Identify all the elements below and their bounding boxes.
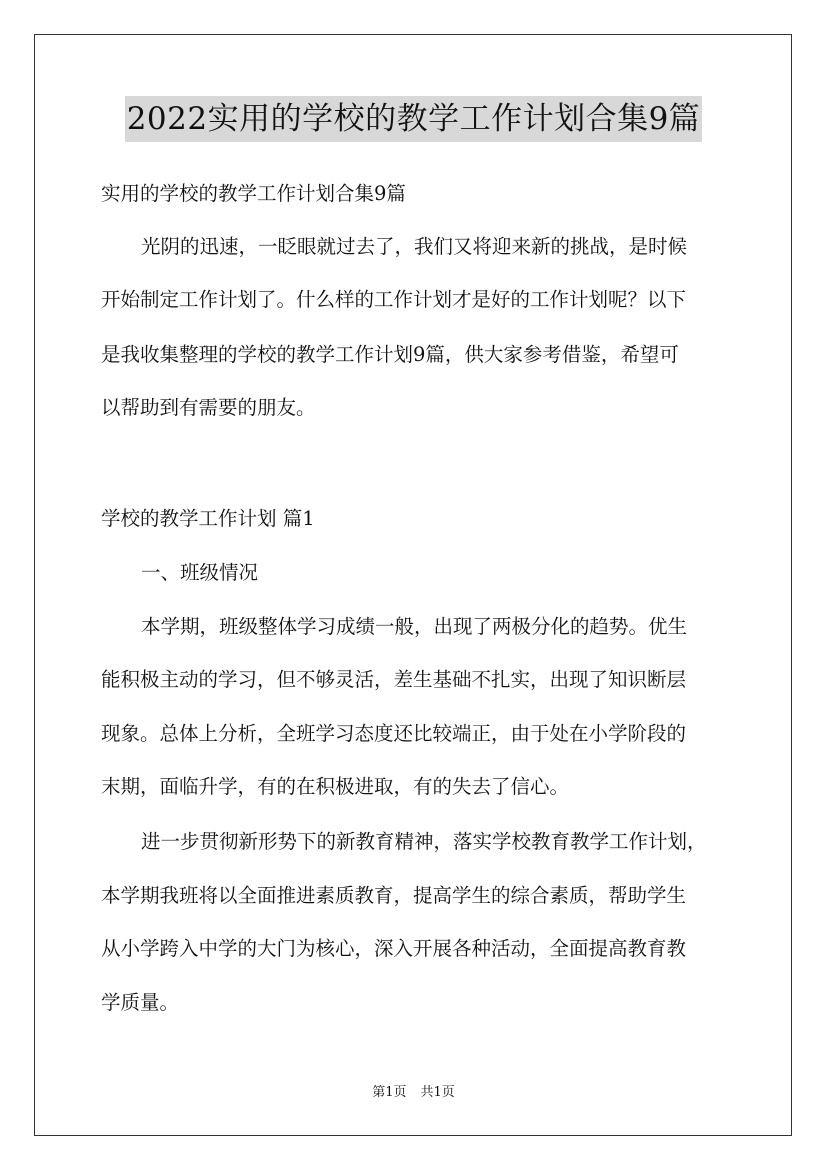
paragraph1-line-2: 能积极主动的学习，但不够灵活，差生基础不扎实，出现了知识断层 [101, 668, 687, 691]
paragraph2-line-1: 进一步贯彻新形势下的新教育精神，落实学校教育教学工作计划， [141, 830, 707, 853]
paragraph2-line-3: 从小学跨入中学的大门为核心，深入开展各种活动，全面提高教育教 [101, 937, 687, 960]
intro-line-3: 是我收集整理的学校的教学工作计划9篇，供大家参考借鉴，希望可 [101, 343, 679, 366]
document-title [0, 96, 827, 142]
paragraph2-line-2: 本学期我班将以全面推进素质教育，提高学生的综合素质，帮助学生 [101, 884, 687, 907]
subtitle: 实用的学校的教学工作计划合集9篇 [101, 182, 406, 205]
paragraph2-line-4: 学质量。 [101, 991, 180, 1014]
page-footer [0, 1084, 827, 1102]
section-heading: 学校的教学工作计划 篇1 [101, 507, 315, 530]
subheading-class-situation: 一、班级情况 [141, 561, 259, 584]
intro-line-4: 以帮助到有需要的朋友。 [101, 396, 316, 419]
page-number-total: 共1页 [420, 1085, 455, 1100]
document-title-text: 2022实用的学校的教学工作计划合集9篇 [125, 96, 703, 142]
paragraph1-line-3: 现象。总体上分析，全班学习态度还比较端正，由于处在小学阶段的 [101, 722, 687, 745]
paragraph1-line-4: 末期，面临升学，有的在积极进取，有的失去了信心。 [101, 775, 570, 798]
intro-line-2: 开始制定工作计划了。什么样的工作计划才是好的工作计划呢？以下 [101, 288, 687, 311]
paragraph1-line-1: 本学期，班级整体学习成绩一般，出现了两极分化的趋势。优生 [141, 615, 688, 638]
page-number-current: 第1页 [372, 1085, 407, 1100]
intro-line-1: 光阴的迅速，一眨眼就过去了，我们又将迎来新的挑战，是时候 [141, 235, 688, 258]
